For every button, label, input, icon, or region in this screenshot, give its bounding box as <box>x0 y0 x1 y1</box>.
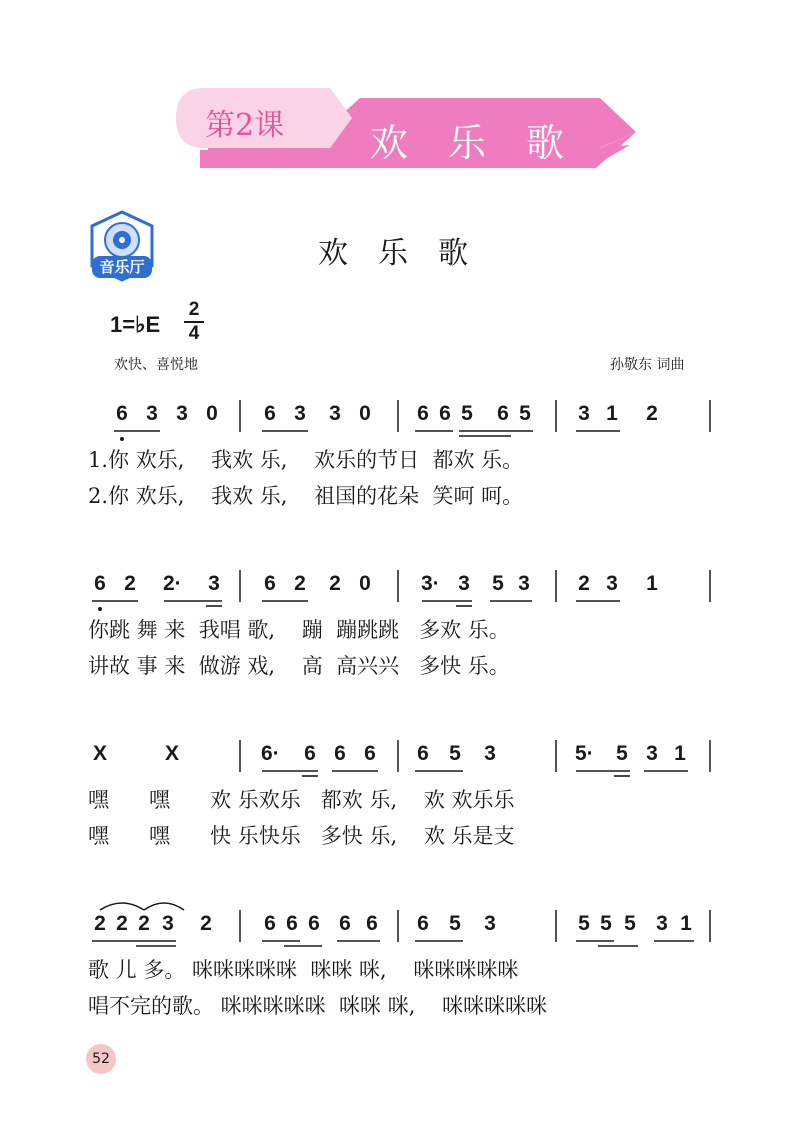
jianpu-note: 3 <box>484 912 496 935</box>
jianpu-note: 3 <box>294 402 306 425</box>
jianpu-note: 3 <box>176 402 188 425</box>
slur <box>100 903 144 910</box>
time-top: 2 <box>188 299 200 320</box>
jianpu-note: 6 <box>497 402 509 425</box>
jianpu-note: 2 <box>200 912 212 935</box>
jianpu-note: 2 <box>94 912 106 935</box>
jianpu-note: 5 <box>624 912 636 935</box>
jianpu-note: 2 <box>578 572 590 595</box>
jianpu-note: 6 <box>308 912 320 935</box>
key-signature: 1=♭E <box>110 312 161 337</box>
page-number: 52 <box>86 1044 116 1074</box>
jianpu-note: 6 <box>264 912 276 935</box>
jianpu-note: 0 <box>359 572 371 595</box>
jianpu-note: 5· <box>575 742 594 765</box>
jianpu-note: 6 <box>286 912 298 935</box>
jianpu-note: 5 <box>492 572 504 595</box>
badge-label: 音乐厅 <box>99 258 145 276</box>
jianpu-note: 6 <box>264 402 276 425</box>
jianpu-note: 1 <box>606 402 618 425</box>
jianpu-note: 3 <box>458 572 470 595</box>
jianpu-note: 0 <box>206 402 218 425</box>
jianpu-note: 6 <box>417 402 429 425</box>
octave-dot <box>120 437 124 441</box>
jianpu-note: 2 <box>124 572 136 595</box>
lesson-label: 第2课 <box>205 108 285 143</box>
jianpu-note: 6· <box>261 742 280 765</box>
lyric-line: 2.你 欢乐, 我欢 乐, 祖国的花朵 笑呵 呵。 <box>88 484 524 508</box>
composer-credit: 孙敬东 词曲 <box>610 357 685 373</box>
jianpu-note: 6 <box>304 742 316 765</box>
lyric-line: 歌 儿 多。 咪咪咪咪咪 咪咪 咪, 咪咪咪咪咪 <box>88 958 519 982</box>
jianpu-note: 5 <box>519 402 531 425</box>
jianpu-note: 3 <box>146 402 158 425</box>
jianpu-note: 5 <box>578 912 590 935</box>
jianpu-note: 5 <box>600 912 612 935</box>
lyric-line: 1.你 欢乐, 我欢 乐, 欢乐的节日 都欢 乐。 <box>88 448 524 472</box>
song-title: 欢乐歌 <box>318 236 498 271</box>
jianpu-note: 1 <box>646 572 658 595</box>
jianpu-note: 3 <box>329 402 341 425</box>
tempo-marking: 欢快、喜悦地 <box>114 357 198 373</box>
jianpu-note: 3 <box>606 572 618 595</box>
jianpu-note: 6 <box>439 402 451 425</box>
jianpu-note: 2 <box>646 402 658 425</box>
jianpu-note: 6 <box>94 572 106 595</box>
lyric-line: 唱不完的歌。 咪咪咪咪咪 咪咪 咪, 咪咪咪咪咪 <box>88 994 548 1018</box>
jianpu-note: 6 <box>339 912 351 935</box>
jianpu-note: 3 <box>162 912 174 935</box>
lyric-line: 嘿 嘿 欢 乐欢乐 都欢 乐, 欢 欢乐乐 <box>88 788 515 812</box>
jianpu-note: 6 <box>366 912 378 935</box>
jianpu-note: 3 <box>656 912 668 935</box>
jianpu-note: 1 <box>680 912 692 935</box>
jianpu-note: X <box>92 742 107 765</box>
jianpu-note: 6 <box>417 742 429 765</box>
lyric-line: 讲故 事 来 做游 戏, 高 高兴兴 多快 乐。 <box>88 654 510 678</box>
jianpu-note: 2· <box>163 572 182 595</box>
jianpu-note: 2 <box>294 572 306 595</box>
jianpu-note: 3 <box>578 402 590 425</box>
jianpu-note: 2 <box>116 912 128 935</box>
jianpu-note: 0 <box>359 402 371 425</box>
jianpu-note: 3 <box>646 742 658 765</box>
jianpu-note: 6 <box>334 742 346 765</box>
jianpu-note: 6 <box>264 572 276 595</box>
jianpu-note: 5 <box>616 742 628 765</box>
jianpu-note: 3 <box>208 572 220 595</box>
jianpu-note: X <box>164 742 179 765</box>
jianpu-note: 1 <box>674 742 686 765</box>
jianpu-note: 6 <box>417 912 429 935</box>
banner-title: 欢乐歌 <box>370 121 605 165</box>
jianpu-note: 3· <box>421 572 440 595</box>
jianpu-note: 6 <box>364 742 376 765</box>
jianpu-note: 6 <box>116 402 128 425</box>
lyric-line: 嘿 嘿 快 乐快乐 多快 乐, 欢 乐是支 <box>88 824 515 848</box>
octave-dot <box>98 607 102 611</box>
jianpu-note: 2 <box>138 912 150 935</box>
lyric-line: 你跳 舞 来 我唱 歌, 蹦 蹦跳跳 多欢 乐。 <box>88 618 510 642</box>
jianpu-note: 5 <box>449 742 461 765</box>
jianpu-note: 3 <box>484 742 496 765</box>
time-bottom: 4 <box>188 323 200 344</box>
jianpu-note: 3 <box>518 572 530 595</box>
jianpu-note: 5 <box>449 912 461 935</box>
jianpu-note: 2 <box>329 572 341 595</box>
jianpu-note: 5 <box>461 402 473 425</box>
slur <box>144 903 184 910</box>
